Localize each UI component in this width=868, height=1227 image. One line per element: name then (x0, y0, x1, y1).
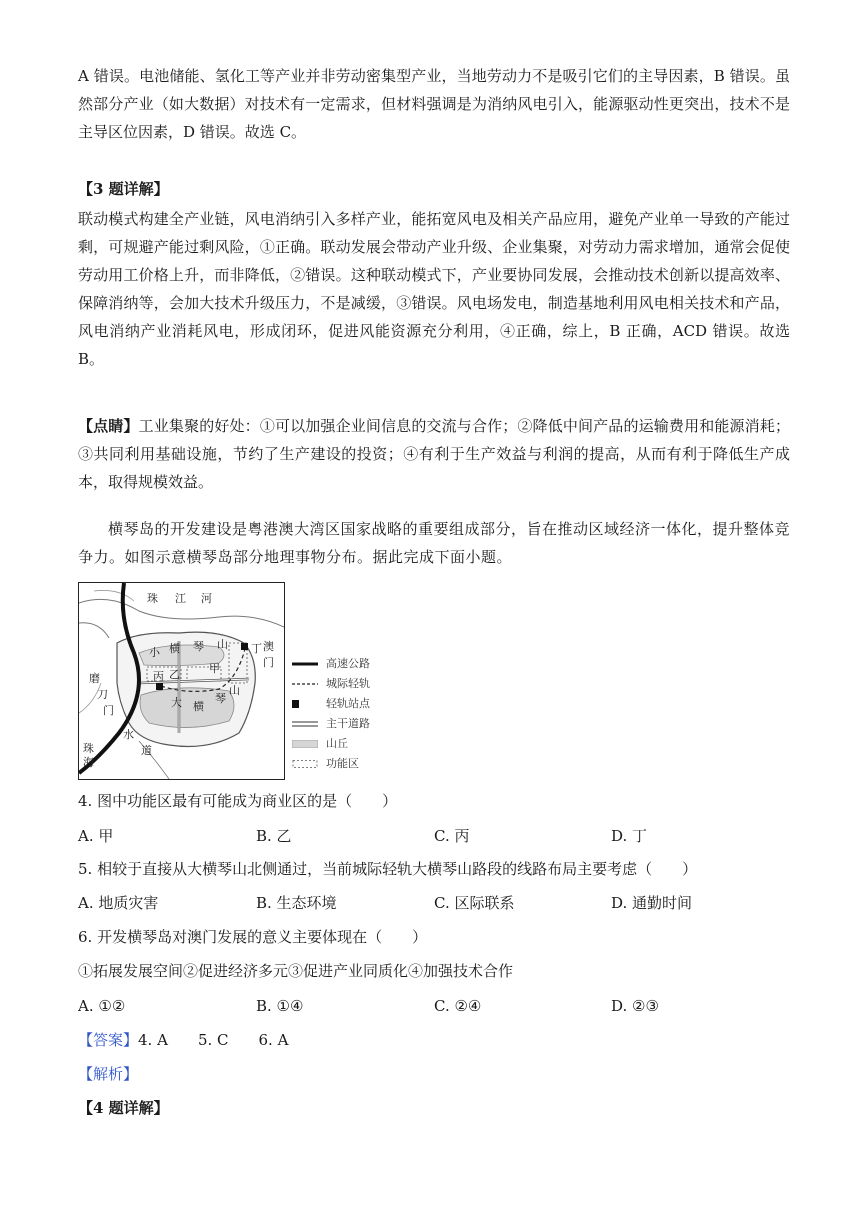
map-label-da: 大 (171, 696, 182, 709)
map-label-yi: 乙 (169, 668, 180, 681)
map-label-zhu2: 珠 (83, 742, 94, 755)
paragraph-q3-explanation: 联动模式构建全产业链，风电消纳引入多样产业，能拓宽风电及相关产品应用，避免产业单一导致的产能过剩，可规避产能过剩风险，①正确。联动发展会带动产业升级、企业集聚，对劳动力需求增加，通常会促使劳动用工价格上升，而非降低，②错误。这种联动模式下，产业要协同发展，会推动技术创新以提高效率、保障消纳等，会加大技术升级压力，不是减缓，③错误。风电场发电，制造基地利用风电相关技术和产品，风电消纳产业消耗风电，形成闭环，促进风能资源充分利用，④正确，综上，B 正确，ACD 错误。故选 B。 (78, 210, 790, 368)
legend-label: 主干道路 (326, 717, 370, 730)
q6-option-a: A. ①② (78, 997, 126, 1015)
paragraph-q2-explanation-end: A 错误。电池储能、氢化工等产业并非劳动密集型产业，当地劳动力不是吸引它们的主导因素，B 错误。虽然部分产业（如大数据）对技术有一定需求，但材料强调是为消纳风电引入，能源驱动性更突出，技术不是主导区位因素，D 错误。故选 C。 (78, 67, 790, 141)
legend-label: 功能区 (326, 757, 359, 770)
question-6-items: ①拓展发展空间②促进经济多元③促进产业同质化④加强技术合作 (78, 962, 514, 980)
q5-option-d: D. 通勤时间 (611, 894, 693, 912)
map-label-ao: 澳 (263, 640, 274, 653)
dianjing-text: 工业集聚的好处：①可以加强企业间信息的交流与合作；②降低中间产品的运输费用和能源消耗；③共同利用基础设施，节约了生产建设的投资；④有利于生产效益与利润的提高，从而有利于降低生产成本，取得规模效益。 (78, 417, 790, 491)
map-label-shui: 水 (123, 728, 134, 741)
main-road-symbol-icon (292, 720, 318, 728)
map-label-qin2: 琴 (215, 692, 226, 705)
q4-option-d: D. 丁 (611, 827, 648, 845)
legend-function-area (292, 756, 392, 772)
answer-line (78, 1029, 288, 1051)
map-graphic (79, 583, 284, 779)
question-6: 6. 开发横琴岛对澳门发展的意义主要体现在（ ） (78, 928, 428, 946)
map-label-shan: 山 (217, 638, 228, 651)
paragraph-dianjing (78, 412, 790, 496)
expressway-symbol-icon (292, 660, 318, 668)
legend-label: 轻轨站点 (326, 697, 370, 710)
answer-tag: 【答案】 (78, 1031, 139, 1049)
answer-4: 4. A (138, 1031, 168, 1049)
map-label-dao: 刀 (97, 688, 108, 701)
map-label-men: 门 (103, 704, 114, 717)
map-label-qin: 琴 (193, 640, 204, 653)
q6-option-c: C. ②④ (434, 997, 482, 1015)
hengqin-map (78, 582, 285, 780)
dianjing-tag: 【点睛】 (78, 417, 139, 435)
q3-detail-heading: 【3 题详解】 (78, 180, 169, 198)
map-label-shan2: 山 (229, 684, 240, 697)
map-label-bing: 丙 (153, 670, 164, 683)
question-5: 5. 相较于直接从大横琴山北侧通过，当前城际轻轨大横琴山路段的线路布局主要考虑（ ） (78, 860, 698, 878)
legend-label: 高速公路 (326, 657, 370, 670)
function-area-symbol-icon (292, 760, 318, 768)
legend-expressway (292, 656, 392, 672)
map-legend (292, 656, 392, 772)
map-label-jiang: 江 (175, 592, 186, 605)
station-symbol-icon (292, 700, 318, 708)
q4-option-c: C. 丙 (434, 827, 470, 845)
q5-option-c: C. 区际联系 (434, 894, 515, 912)
map-label-men2: 门 (263, 656, 274, 669)
legend-hills (292, 736, 392, 752)
hills-symbol-icon (292, 740, 318, 748)
map-label-zhu: 珠 (147, 592, 158, 605)
map-label-jia: 甲 (209, 662, 220, 675)
q6-option-d: D. ②③ (611, 997, 659, 1015)
map-label-mo: 磨 (89, 672, 100, 685)
analysis-tag: 【解析】 (78, 1065, 139, 1083)
legend-main-road (292, 716, 392, 732)
legend-light-rail (292, 676, 392, 692)
q5-option-b: B. 生态环境 (256, 894, 337, 912)
q5-option-a: A. 地质灾害 (78, 894, 159, 912)
answer-5: 5. C (197, 1031, 229, 1049)
light-rail-symbol-icon (292, 680, 318, 688)
q4-option-b: B. 乙 (256, 827, 292, 845)
passage-intro: 横琴岛的开发建设是粤港澳大湾区国家战略的重要组成部分，旨在推动区域经济一体化，提升整体竞争力。如图示意横琴岛部分地理事物分布。据此完成下面小题。 (78, 520, 791, 566)
q4-option-a: A. 甲 (78, 827, 114, 845)
q4-detail-heading: 【4 题详解】 (78, 1099, 169, 1117)
map-label-he: 河 (201, 592, 212, 605)
question-4: 4. 图中功能区最有可能成为商业区的是（ ） (78, 792, 398, 810)
map-label-dao2: 道 (141, 744, 152, 757)
q6-option-b: B. ①④ (256, 997, 304, 1015)
map-label-hai: 海 (83, 756, 94, 769)
legend-station (292, 696, 392, 712)
legend-label: 山丘 (326, 737, 348, 750)
legend-label: 城际轻轨 (326, 677, 370, 690)
map-label-ding: 丁 (251, 642, 262, 655)
map-label-heng: 横 (169, 642, 180, 655)
map-label-xiao: 小 (149, 646, 160, 659)
answer-6: 6. A (258, 1031, 289, 1049)
map-label-heng2: 横 (193, 700, 204, 713)
